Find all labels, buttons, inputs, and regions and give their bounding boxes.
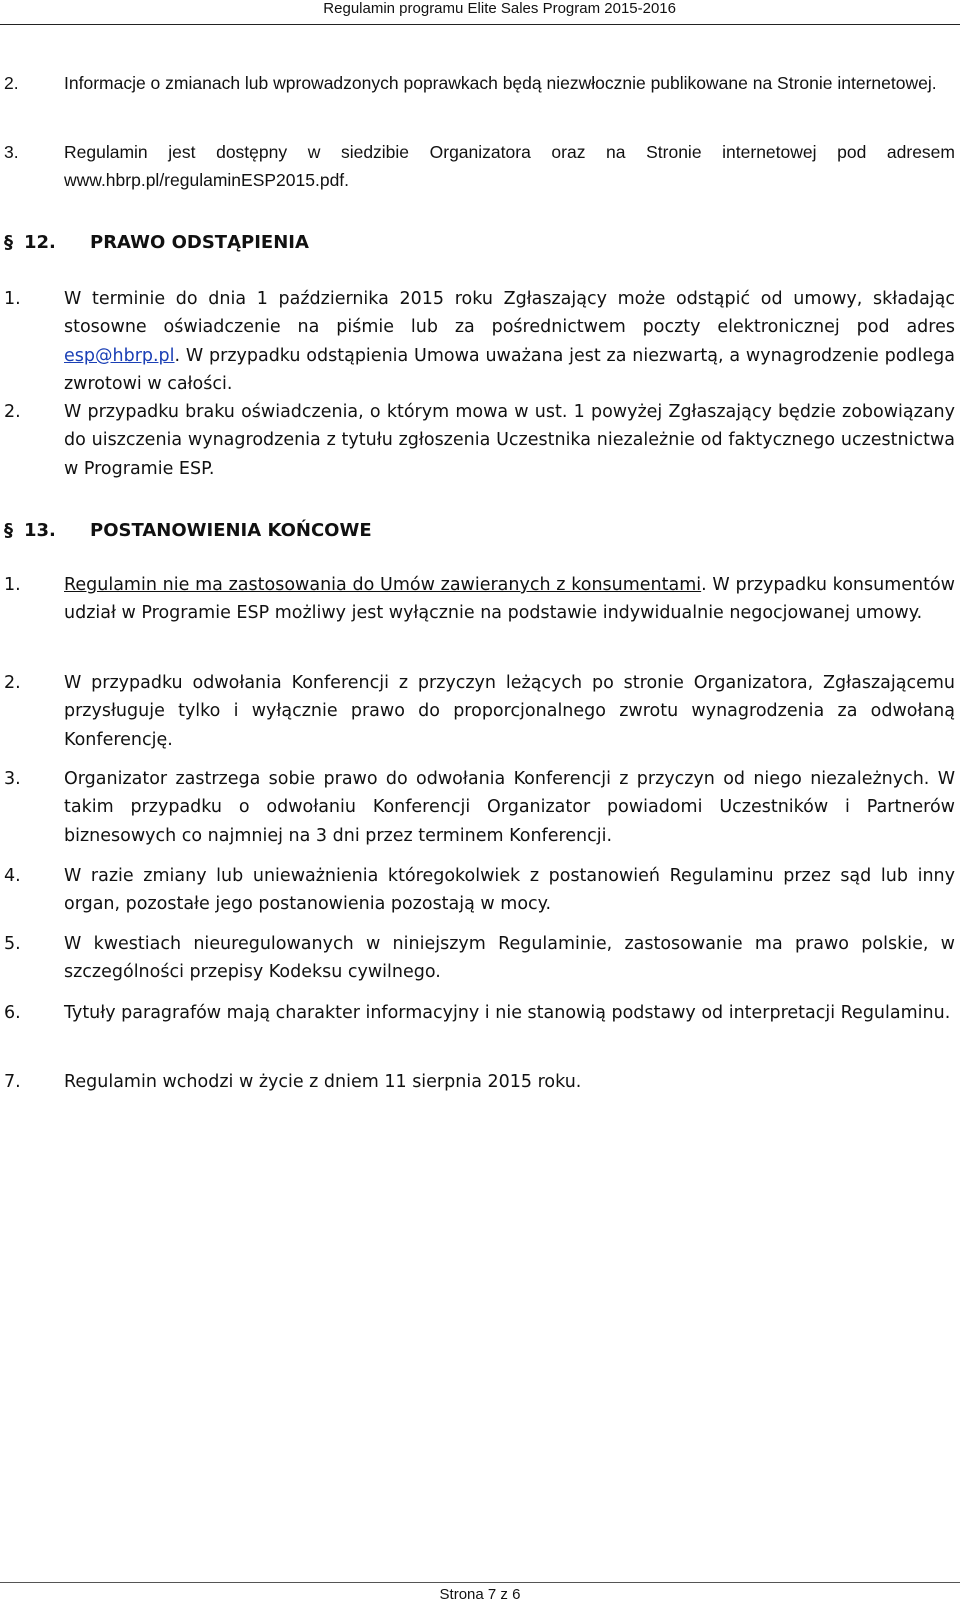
section-heading xyxy=(4,232,309,253)
list-item xyxy=(0,862,955,919)
item-number: 2. xyxy=(4,73,19,93)
item-text xyxy=(64,571,955,628)
item-text: W kwestiach nieuregulowanych w niniejszym Regulaminie, zastosowanie ma prawo polskie, w szczególności przepisy Kodeksu cywilnego. xyxy=(64,934,955,983)
item-number: 1. xyxy=(4,575,21,595)
item-number: 2. xyxy=(4,673,21,693)
item-text: W razie zmiany lub unieważnienia któregokolwiek z postanowień Regulaminu przez sąd lub inny organ, pozostałe jego postanowienia pozostają w mocy. xyxy=(64,866,955,915)
list-item xyxy=(0,999,955,1027)
item-text: Organizator zastrzega sobie prawo do odwołania Konferencji z przyczyn od niego niezależnych. W takim przypadku o odwołaniu Konferencji Organizator powiadomi Uczestników i Partnerów biznesowych co najmniej na 3 dni przez terminem Konferencji. xyxy=(64,769,955,846)
item-text-part: . W przypadku odstąpienia Umowa uważana jest za niezwartą, a wynagrodzenie podlega zwrotowi w całości. xyxy=(64,345,955,395)
header-divider xyxy=(0,24,960,25)
document-title: Regulamin programu Elite Sales Program 2015-2016 xyxy=(323,0,676,17)
item-text: Regulamin wchodzi w życie z dniem 11 sierpnia 2015 roku. xyxy=(64,1072,582,1092)
item-number: 1. xyxy=(4,289,21,309)
item-number: 4. xyxy=(4,866,21,886)
section-title: PRAWO ODSTĄPIENIA xyxy=(90,232,309,253)
list-item xyxy=(0,930,955,987)
item-text-part: W terminie do dnia 1 października 2015 roku Zgłaszający może odstąpić od umowy, składając stosowne oświadczenie na piśmie lub za pośrednictwem poczty elektronicznej pod adres xyxy=(64,289,955,338)
item-text: W przypadku braku oświadczenia, o którym mowa w ust. 1 powyżej Zgłaszający będzie zobowiązany do uiszczenia wynagrodzenia z tytułu zgłoszenia Uczestnika niezależnie od faktycznego uczestnictwa w Programie ESP. xyxy=(64,402,955,479)
item-number: 2. xyxy=(4,402,21,422)
item-text: W przypadku odwołania Konferencji z przyczyn leżących po stronie Organizatora, Zgłaszającemu przysługuje tylko i wyłącznie prawo do proporcjonalnego zwrotu wynagrodzenia za odwołaną Konferencję. xyxy=(64,673,955,750)
item-text: Regulamin jest dostępny w siedzibie Organizatora oraz na Stronie internetowej pod adresem www.hbrp.pl/regulaminESP2015.pdf. xyxy=(64,142,955,191)
item-text: Informacje o zmianach lub wprowadzonych poprawkach będą niezwłocznie publikowane na Stronie internetowej. xyxy=(64,73,937,93)
email-link[interactable]: esp@hbrp.pl xyxy=(64,345,175,366)
item-number: 3. xyxy=(4,769,21,789)
section-number: 13. xyxy=(24,520,56,541)
item-text: Tytuły paragrafów mają charakter informacyjny i nie stanowią podstawy od interpretacji Regulaminu. xyxy=(64,1003,951,1023)
item-text-part: . W przypadku konsumentów udział w Programie ESP możliwy jest wyłącznie na podstawie indywidualnie negocjowanej umowy. xyxy=(64,575,955,624)
list-item xyxy=(0,69,955,97)
list-item xyxy=(0,285,955,399)
item-number: 5. xyxy=(4,934,21,954)
item-number: 6. xyxy=(4,1003,21,1023)
section-heading xyxy=(4,520,372,541)
list-item xyxy=(0,669,955,754)
section-number: 12. xyxy=(24,232,56,253)
page-number: Strona 7 z 6 xyxy=(439,1586,521,1603)
section-title: POSTANOWIENIA KOŃCOWE xyxy=(90,520,372,541)
section-symbol: § xyxy=(4,232,13,253)
footer-divider xyxy=(0,1582,960,1583)
section-symbol: § xyxy=(4,520,13,541)
list-item xyxy=(0,1068,955,1096)
list-item xyxy=(0,571,955,628)
item-text-underlined: Regulamin nie ma zastosowania do Umów zawieranych z konsumentami xyxy=(64,575,702,595)
item-number: 3. xyxy=(4,142,19,162)
list-item xyxy=(0,765,955,850)
list-item xyxy=(0,398,955,483)
item-number: 7. xyxy=(4,1072,21,1092)
item-text xyxy=(64,285,955,399)
page-header xyxy=(0,0,960,22)
list-item xyxy=(0,138,955,195)
